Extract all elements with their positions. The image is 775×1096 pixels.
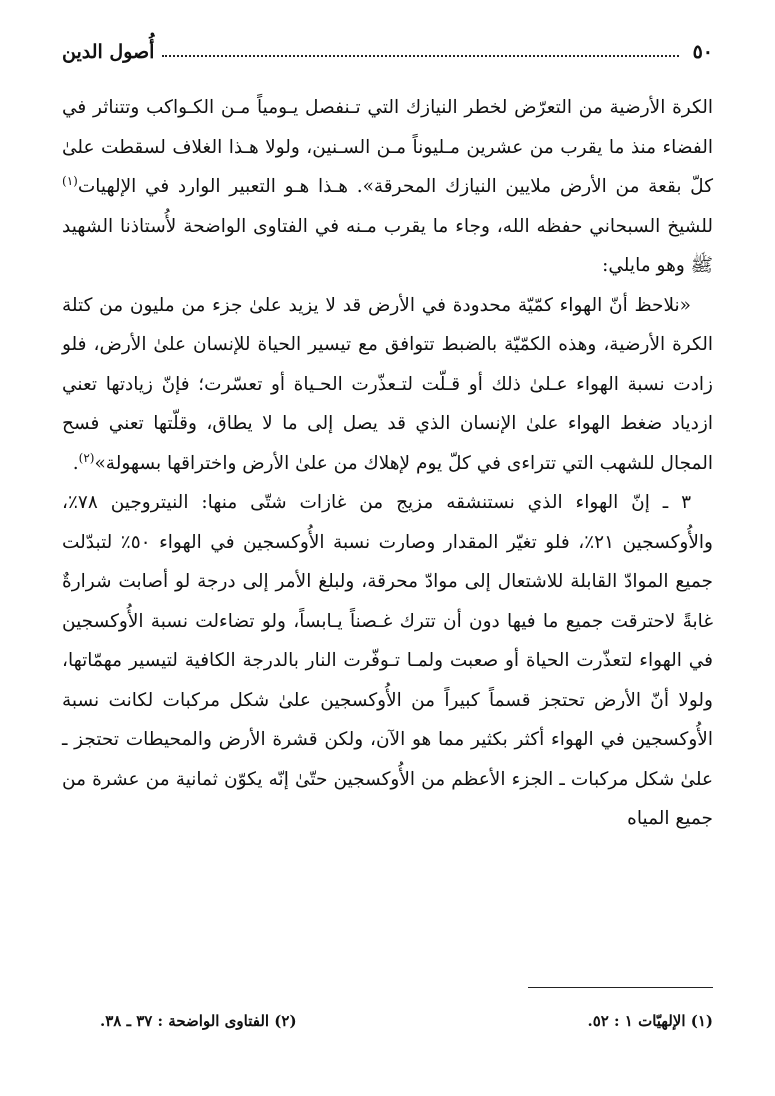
paragraph-2-quote	[62, 286, 713, 484]
running-header	[62, 32, 713, 72]
paragraph-1	[62, 88, 713, 286]
paragraph-2-text: «نلاحظ أنّ الهواء كمّيّة محدودة في الأرض قد لا يزيد علىٰ جزء من مليون من كتلة الكرة الأرضية، وهذه الكمّيّة بالضبط تتوافق مع تيسير الحياة للإنسان علىٰ الأرض، فلو زادت نسبة الهواء عـلىٰ ذلك أو قـلّت لتـعذّرت الحـياة أو تعسّرت؛ فإنّ زيادتها تعني ازدياد ضغط الهواء علىٰ الإنسان الذي قد يصل إلى ما لا يطاق، وقلّتها تعني فسح المجال للشهب التي تتراءى في كلّ يوم لإهلاك من علىٰ الأرض واختراقها بسهولة»	[62, 294, 713, 474]
page-number: ٥٠	[692, 41, 713, 63]
paragraph-2-end: .	[72, 452, 79, 474]
footnote-1: (١) الإلهيّات ١ : ٥٢.	[587, 1012, 713, 1030]
footnote-ref-1[interactable]: (١)	[62, 173, 78, 188]
main-text	[62, 88, 713, 839]
footnote-ref-2[interactable]: (٢)	[78, 450, 95, 465]
footnote-divider	[528, 987, 713, 988]
footnote-2: (٢) الفتاوى الواضحة : ٣٧ ـ ٣٨.	[100, 1012, 297, 1030]
paragraph-1-text-a: الكرة الأرضية من التعرّض لخطر النيازك التي تـنفصل يـومياً مـن الكـواكب وتتناثر في الفضاء منذ ما يقرب من عشرين مـليوناً مـن السـنين، ولولا هـذا الغلاف لسقطت علىٰ كلّ بقعة من الأرض ملايين النيازك المحرقة». هـذا هـو التعبير الوارد في الإلهيات	[62, 97, 713, 197]
header-dot-leader	[162, 55, 678, 57]
paragraph-1-text-b: للشيخ السبحاني حفظه الله، وجاء ما يقرب مـنه في الفتاوى الواضحة لأُستاذنا الشهيد ﷺ وهو مايلي:	[62, 215, 713, 276]
footnotes	[100, 1012, 713, 1030]
book-title: أُصول الدين	[62, 41, 155, 63]
paragraph-3: ٣ ـ إنّ الهواء الذي نستنشقه مزيج من غازات شتّى منها: النيتروجين ٧٨٪، والأُوكسجين ٢١٪، فلو تغيّر المقدار وصارت نسبة الأُوكسجين في الهواء ٥٠٪ لتبدّلت جميع الموادّ القابلة للاشتعال إلى موادّ محرقة، ولبلغ الأمر إلى درجة لو أصابت شرارةٌ غابةً لاحترقت جميع ما فيها دون أن تترك غـصناً يـابساً، ولو تضاءلت نسبة الأُوكسجين في الهواء لتعذّرت الحياة أو صعبت ولمـا تـوفّرت النار بالدرجة الكافية لتيسير مهمّاتها، ولولا أنّ الأرض تحتجز قسماً كبيراً من الأُوكسجين علىٰ شكل مركبات لكانت نسبة الأُوكسجين في الهواء أكثر بكثير مما هو الآن، ولكن قشرة الأرض والمحيطات تحتجز ـ علىٰ شكل مركبات ـ الجزء الأعظم من الأُوكسجين حتّىٰ إنّه يكوّن ثمانية من عشرة من جميع المياه	[62, 492, 713, 829]
